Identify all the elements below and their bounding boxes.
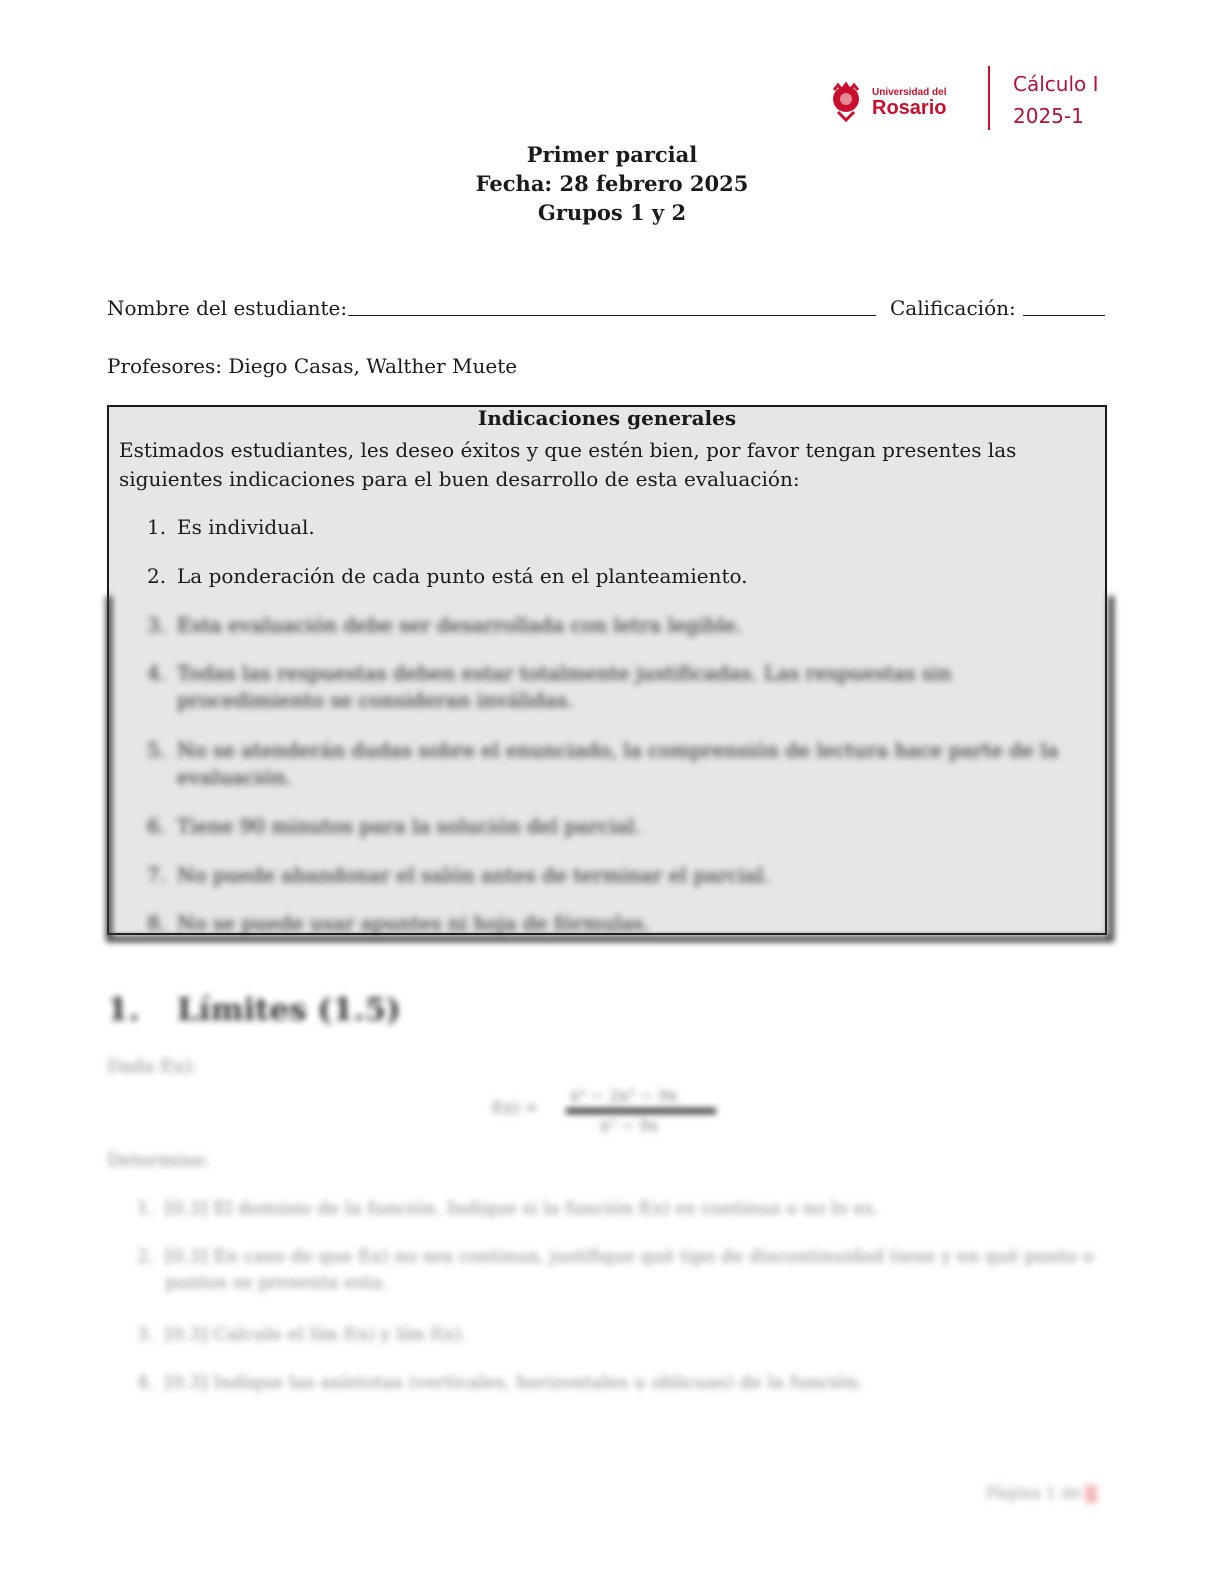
section-number: 1. xyxy=(107,992,140,1028)
page-total-placeholder xyxy=(1085,1485,1097,1503)
item-text: La ponderación de cada punto está en el planteamiento. xyxy=(177,564,748,588)
item-number: 8. xyxy=(147,911,167,935)
grade-label: Calificación: xyxy=(890,296,1016,320)
indications-intro: Estimados estudiantes, les deseo éxitos y que estén bien, por favor tengan presentes las siguientes indicaciones para el buen desarrollo de esta evaluación: xyxy=(119,438,1017,491)
professors: Profesores: Diego Casas, Walther Muete xyxy=(107,354,518,378)
course-info xyxy=(1013,68,1099,132)
question-number: 4. xyxy=(137,1372,155,1393)
item-number: 3. xyxy=(147,613,167,637)
section-title: Límites (1.5) xyxy=(177,992,401,1028)
item-text: Esta evaluación debe ser desarrollada con letra legible. xyxy=(177,613,743,637)
grade-field[interactable] xyxy=(1023,315,1105,316)
exam-groups: Grupos 1 y 2 xyxy=(537,200,687,225)
given-text: Dada f(x): xyxy=(107,1056,198,1077)
page-number-text: Página 1 de xyxy=(986,1483,1081,1502)
formula-denominator: x² − 9x xyxy=(600,1116,659,1135)
course-name: Cálculo I xyxy=(1013,72,1099,96)
page-number xyxy=(986,1483,1097,1503)
fraction-bar xyxy=(566,1108,716,1114)
item-text: Todas las respuestas deben estar totalmente justificadas. Las respuestas sin procedimiento se consideran inválidas. xyxy=(177,661,952,712)
item-number: 1. xyxy=(147,515,167,539)
formula-lhs: f(x) = xyxy=(492,1098,538,1117)
item-number: 6. xyxy=(147,814,167,838)
question-text: [0.3] Indique las asíntotas (verticales, horizontales u oblicuas) de la función. xyxy=(165,1372,864,1393)
rosario-seal-icon xyxy=(828,82,864,122)
formula-numerator: x³ − 2x² − 9x xyxy=(570,1086,678,1105)
logo-text-big: Rosario xyxy=(872,97,947,119)
question-number: 1. xyxy=(137,1198,155,1219)
item-text: No se atenderán dudas sobre el enunciado, la comprensión de lectura hace parte de la evaluación. xyxy=(177,738,1059,789)
student-name-field[interactable] xyxy=(348,315,876,316)
item-text: Tiene 90 minutos para la solución del parcial. xyxy=(177,814,641,838)
question-number: 2. xyxy=(137,1246,155,1267)
determine-text: Determine: xyxy=(107,1150,210,1171)
exam-date: Fecha: 28 febrero 2025 xyxy=(475,171,749,196)
header-divider xyxy=(988,66,990,130)
exam-title xyxy=(0,140,1224,227)
item-text: Es individual. xyxy=(177,515,315,539)
item-number: 2. xyxy=(147,564,167,588)
item-number: 7. xyxy=(147,863,167,887)
item-number: 5. xyxy=(147,738,167,762)
question-text: [0.3] El dominio de la función. Indique si la función f(x) es continua o no lo es. xyxy=(165,1198,879,1219)
question-text: [0.3] Calcule el lím f(x) y lím f(x). xyxy=(165,1324,468,1345)
question-text: [0.3] En caso de que f(x) no sea continua, justifique qué tipo de discontinuidad tiene y en qué punto o puntos se presenta esta. xyxy=(165,1246,1094,1293)
course-term: 2025-1 xyxy=(1013,104,1084,128)
student-name-label: Nombre del estudiante: xyxy=(107,296,348,320)
university-logo xyxy=(828,82,947,126)
item-number: 4. xyxy=(147,661,167,685)
question-number: 3. xyxy=(137,1324,155,1345)
logo-text-small: Universidad del xyxy=(872,87,947,98)
item-text: No se puede usar apuntes ni hoja de fórmulas. xyxy=(177,911,650,935)
indications-title: Indicaciones generales xyxy=(477,406,737,430)
exam-name: Primer parcial xyxy=(526,142,698,167)
item-text: No puede abandonar el salón antes de terminar el parcial. xyxy=(177,863,770,887)
